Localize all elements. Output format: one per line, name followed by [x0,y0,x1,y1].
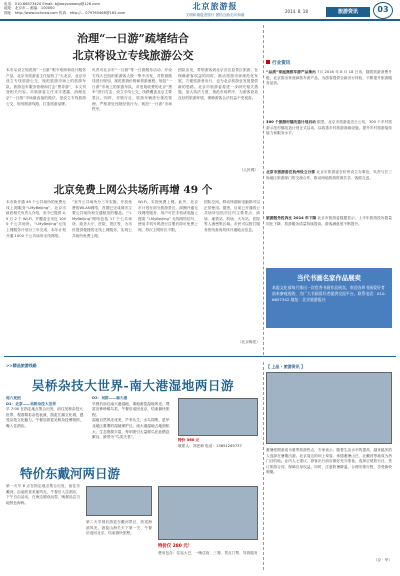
ad-text: 本报文化部每月推出一次优秀书画作品展卖，欢迎各界书画爱好者前来参观选购，为广大书画爱好者提供交流平台。联系电话：010-6657342 地址：北京旅游报社 [272,285,386,302]
tour2-photo-2 [158,486,258,540]
right-item-2-title: 300 个旅游村镇改造计划启动 [266,120,316,124]
right-item-1 [266,70,392,118]
right-item-4 [266,216,392,264]
masthead-contact [4,2,125,15]
right-item-1-title: “品质”家庭商旅车游产品推出 [266,70,316,74]
section-divider [4,356,396,357]
tour2-price-text: 费用包含：往返大巴、一晚住宿、三餐、景点门票、导游服务 [158,551,258,555]
bottom-column-separator [263,362,264,570]
tour1-col1 [6,396,86,462]
right-box-title: 行业资讯 [266,60,290,66]
article2-headline: 北京免费上网公共场所再增 49 个 [53,184,213,196]
contact-line-3: 网址：http://www.bchnxw.com 传真：http://... 079765468@163.com [4,10,126,15]
page-number: 03 [373,2,393,19]
tour2-photo-1 [86,486,152,516]
tour1-phone: 联系人：刘老师 电话：13651265737 [178,443,242,448]
article1-col3: 团队出发，带领游客到北京各区县景区旅游，在保障游客权益的同时，推动旅游市场规范化发展，方便旅游者出行，也为北京旅游业发展提供新的思路。北京市旅游委将进一步研究相关措施，加大执法力度，规范市场秩序，为游客营造良好的旅游环境，保障游客合法权益不受侵害。 [178,68,258,100]
right-item-3 [266,170,392,214]
article2-col1: 本市新开通 49 个公共场所的免费无线上网服务“i-MyBeijing”，北京市政府相关负责人介绍，至今已提供 4.5 万 2 个 Wi-Fi，并覆盖全市近 1000 个公共场所。“i-MyBeijing”无线上网服务计划分三年完成，本年计划开通 1000 个公共场所无线网络。 [6,200,66,238]
tour1-day2-text: 早餐后前往南大港湿地，乘船游览湿地风光，观赏各种珍稀鸟类，午餐后返回北京，结束愉快旅程。 [92,401,170,417]
right-item-2 [266,120,392,168]
article1-headline-1: 治理“一日游”疏堵结合 [77,32,189,45]
right-item-3-title: 北京市旅游委在杭州设立分部 [266,170,316,174]
contact-line-1: 电话：010-66573420 Email: bjjiaoyouwang@126.com [4,2,100,6]
article1-col1: 本市从设立规范的“一日游”明令取缔和设计服务产品，北京市旅游委主任接待了“大北京，北京市设立专线旅游公交，规范旅游市场上的旅游车队、旅游包车服务管理和打击“黑导游”，本文刊登相关内容。市旅游委主任宋宇透露，治理北京“一日游”市场最直接的做法，是设立专线旅游公交，规划旅游线路，打造旅游品牌。 [6,68,86,106]
tour1-day1-text: 早 7:00 在指定地点集合出发，前往吴桥杂技大世界，观看精彩杂技表演，游览江湖文化城，感受杂技文化魅力。午餐后游览吴桥杂技博物馆，晚入住酒店。 [6,407,84,428]
issue-date: 2014. 8. 18 [285,9,308,14]
newspaper-slogan: 文明和谐促进旅行 团结互助走向和谐 [185,13,245,17]
tour1-label-day2: D2：吴桥——南大港 [92,396,128,400]
right-bottom-text: 避暑度假游成为夏季旅游热点，专家表示，随着生活水平的提高，越来越多的人选择在暑期出游。北京周边的坝上草原、承德避暑山庄、北戴河等地成为热门目的地。业内人士建议，游客出行前应做好充分准备，选择正规旅行社，签订旅游合同，保障自身权益。同时，注意防暑降温，合理安排行程，享受愉快假期。 [266,448,392,475]
contact-line-2: 地址：北京市... 邮编：100000 [4,6,55,11]
tour2-headline: 特价东戴河两日游 [20,466,121,481]
tour1-label-day1: D1：北京——吴桥杂技大世界 [6,401,56,406]
right-item-4-body: 北京市旅游委数据显示，上半年旅游投诉数量同比下降，旅游服务质量持续提高，游客满意度不断提升。 [266,216,392,226]
tour-section-tag: >>精品旅游线路 [6,363,37,368]
masthead-center [150,1,280,18]
article2-col4: 团队空间，移动终端和电脑都可以正常使用。据悉，目前已开通的公共场所包括市区内主要景点、商场、地铁站、机场、火车站、医院等人流密集区域。市民可以拨打服务热线查询具体开通地点信息。 [204,200,260,232]
article1-credit: （人民网） [239,168,258,172]
tour2-col1: 第一天早 6 点在指定地点集合出发，前往东戴河。沿途欣赏美丽风光，午餐后入住酒店，下午自由活动，在海边嬉戏玩耍，晚餐品尝当地特色海鲜。 [6,484,80,505]
right-bottom-tag: 【 上品 · 旅游资讯 】 [266,364,306,369]
column-separator [263,25,264,355]
right-item-3-body: 北京市旅游委在杭州设立办事处，负责与长三角地区旅游部门的交流合作，推动两地旅游资源共享、客源互送。 [266,170,392,180]
tour1-photo [178,398,258,436]
article1-col2: 负责对北京市“一日游”等一日游服务活动，开设专线大巴组织旅游客人统一集中出发，对旅游路线进行规划，规范旅游价格和旅游流程。规范“一日游”市场上的旅游车队，对违规收费的北京“黑车”进行打击，设立专线公交，线路覆盖北京主要景区。同时，对旅行社、旅游车辆进行规范管理，严格查处违规经营行为，规范“一日游”市场秩序。 [92,68,172,112]
masthead [0,0,400,21]
tour2-price: 特价仅 280 元！ [158,544,193,549]
tour1-label-schedule: 周六发团 [6,396,21,400]
article2-credit: （北京晚报） [237,340,260,344]
tour1-col3 [178,438,258,464]
tour1-col2 [92,396,172,462]
tour2-col2: 第二天早餐后游览东戴河景区，欣赏海滨风光，游览山海关天下第一关，午餐后返回北京，结束愉快旅程。 [86,520,152,536]
article2-col2: “室外公共场所分三年实施，开放免费的WLAN网络，首期已完成城市主要公共场所和交通枢纽的覆盖。”“i-MyBeijing”网络包括 17 个公共场所、政务大厅、医院、景区等，为市民提供便捷的无线上网服务，实现公共场所免费上网。 [72,200,132,238]
ad-box [266,268,392,328]
tour1-wetland-text: 湿地自然风光优美，芦苇丛生，水鸟翔集，是华北地区重要的湿地保护区。南大港湿地占地面积大，生态资源丰富，每年吸引大量候鸟在此栖息繁衍，被誉为“鸟类天堂”。 [92,418,170,440]
article1-headline-2: 北京将设立专线旅游公交 [72,49,194,62]
right-item-1-body: 7月 2016 年 8 月 18 日讯，随着旅游消费升级，北京推出家庭商旅车游产品，为游客提供全新出行体验，不断提升旅游服务品质。 [266,70,392,86]
article2-col3: Wi-Fi，实现免费上网。此外，北京市计划在部分旅游景区、商圈开通无线网络服务，用户可在手机或电脑上搜索 “i-MyBeijing” 无线网络信号，使用手机号码进行注册后即可免费上网，每次上网时长不限。 [138,200,198,232]
right-bottom-credit: （京 · 华） [373,558,392,562]
right-bottom-photo [266,372,392,444]
right-item-4-title: 旅游服务投诉比 2014 年下降 [266,216,317,220]
right-item-2-body: 据悉，北京市旅游委近日公布，300 个乡村旅游示范村镇改造计划正式启动，以改善乡村旅游基础设施，提升乡村旅游接待能力和服务水平。 [266,120,392,136]
ad-title: 当代书画名家作品展卖 [297,274,361,282]
section-label: 旅游资讯 [326,7,370,17]
newspaper-title: 北京旅游报 [192,1,238,11]
tour1-price: 特价 360 元 [178,438,200,442]
tour1-headline: 吴桥杂技大世界-南大港湿地两日游 [31,378,235,393]
